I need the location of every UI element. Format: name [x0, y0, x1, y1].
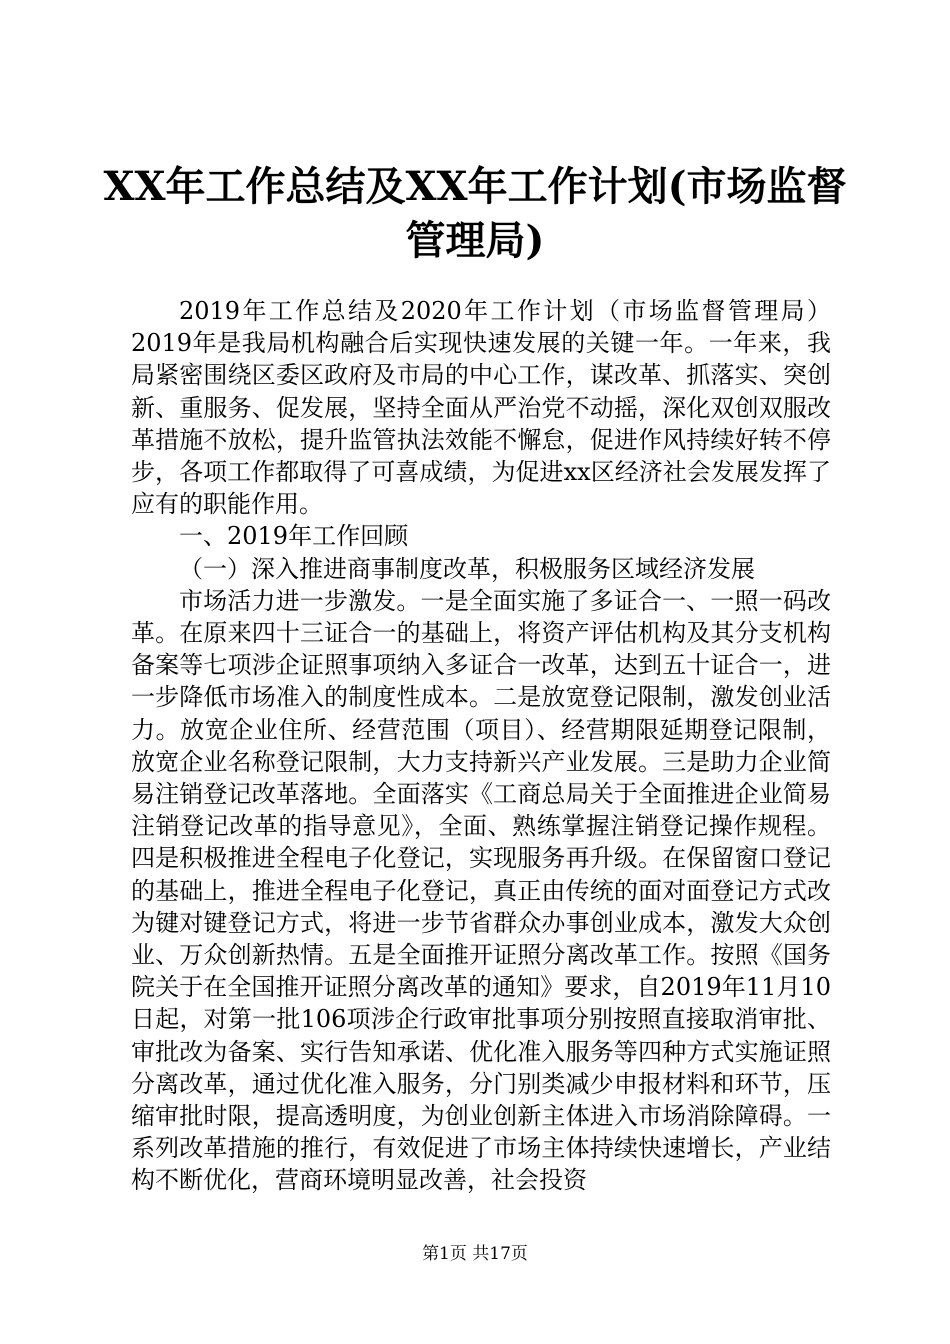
subsection-heading: （一）深入推进商事制度改革，积极服务区域经济发展: [179, 554, 755, 583]
section-heading: 一、2019年工作回顾: [179, 522, 409, 551]
intro-paragraph: 2019年工作总结及2020年工作计划（市场监督管理局）2019年是我局机构融合后实现快速发展的关键一年。一年来，我局紧密围绕区委区政府及市局的中心工作，谋改革、抓落实、突创新、重服务、促发展，坚持全面从严治党不动摇，深化双创双服改革措施不放松，提升监管执法效能不懈怠，促进作风持续好转不停步，各项工作都取得了可喜成绩，为促进xx区经济社会发展发挥了应有的职能作用。: [131, 297, 831, 519]
document-title: XX年工作总结及XX年工作计划(市场监督管理局): [103, 163, 847, 264]
document-body: [131, 295, 831, 1197]
body-paragraph: 市场活力进一步激发。一是全面实施了多证合一、一照一码改革。在原来四十三证合一的基础上，将资产评估机构及其分支机构备案等七项涉企证照事项纳入多证合一改革，达到五十证合一，进一步降低市场准入的制度性成本。二是放宽登记限制，激发创业活力。放宽企业住所、经营范围（项目）、经营期限延期登记限制，放宽企业名称登记限制，大力支持新兴产业发展。三是助力企业简易注销登记改革落地。全面落实《工商总局关于全面推进企业简易注销登记改革的指导意见》，全面、熟练掌握注销登记操作规程。四是积极推进全程电子化登记，实现服务再升级。在保留窗口登记的基础上，推进全程电子化登记，真正由传统的面对面登记方式改为键对键登记方式，将进一步节省群众办事创业成本，激发大众创业、万众创新热情。五是全面推开证照分离改革工作。按照《国务院关于在全国推开证照分离改革的通知》要求，自2019年11月10日起，对第一批106项涉企行政审批事项分别按照直接取消审批、审批改为备案、实行告知承诺、优化准入服务等四种方式实施证照分离改革，通过优化准入服务，分门别类减少申报材料和环节，压缩审批时限，提高透明度，为创业创新主体进入市场消除障碍。一系列改革措施的推行，有效促进了市场主体持续快速增长，产业结构不断优化，营商环境明显改善，社会投资: [131, 586, 831, 1195]
page-number-footer: 第1页 共17页: [422, 1244, 528, 1264]
